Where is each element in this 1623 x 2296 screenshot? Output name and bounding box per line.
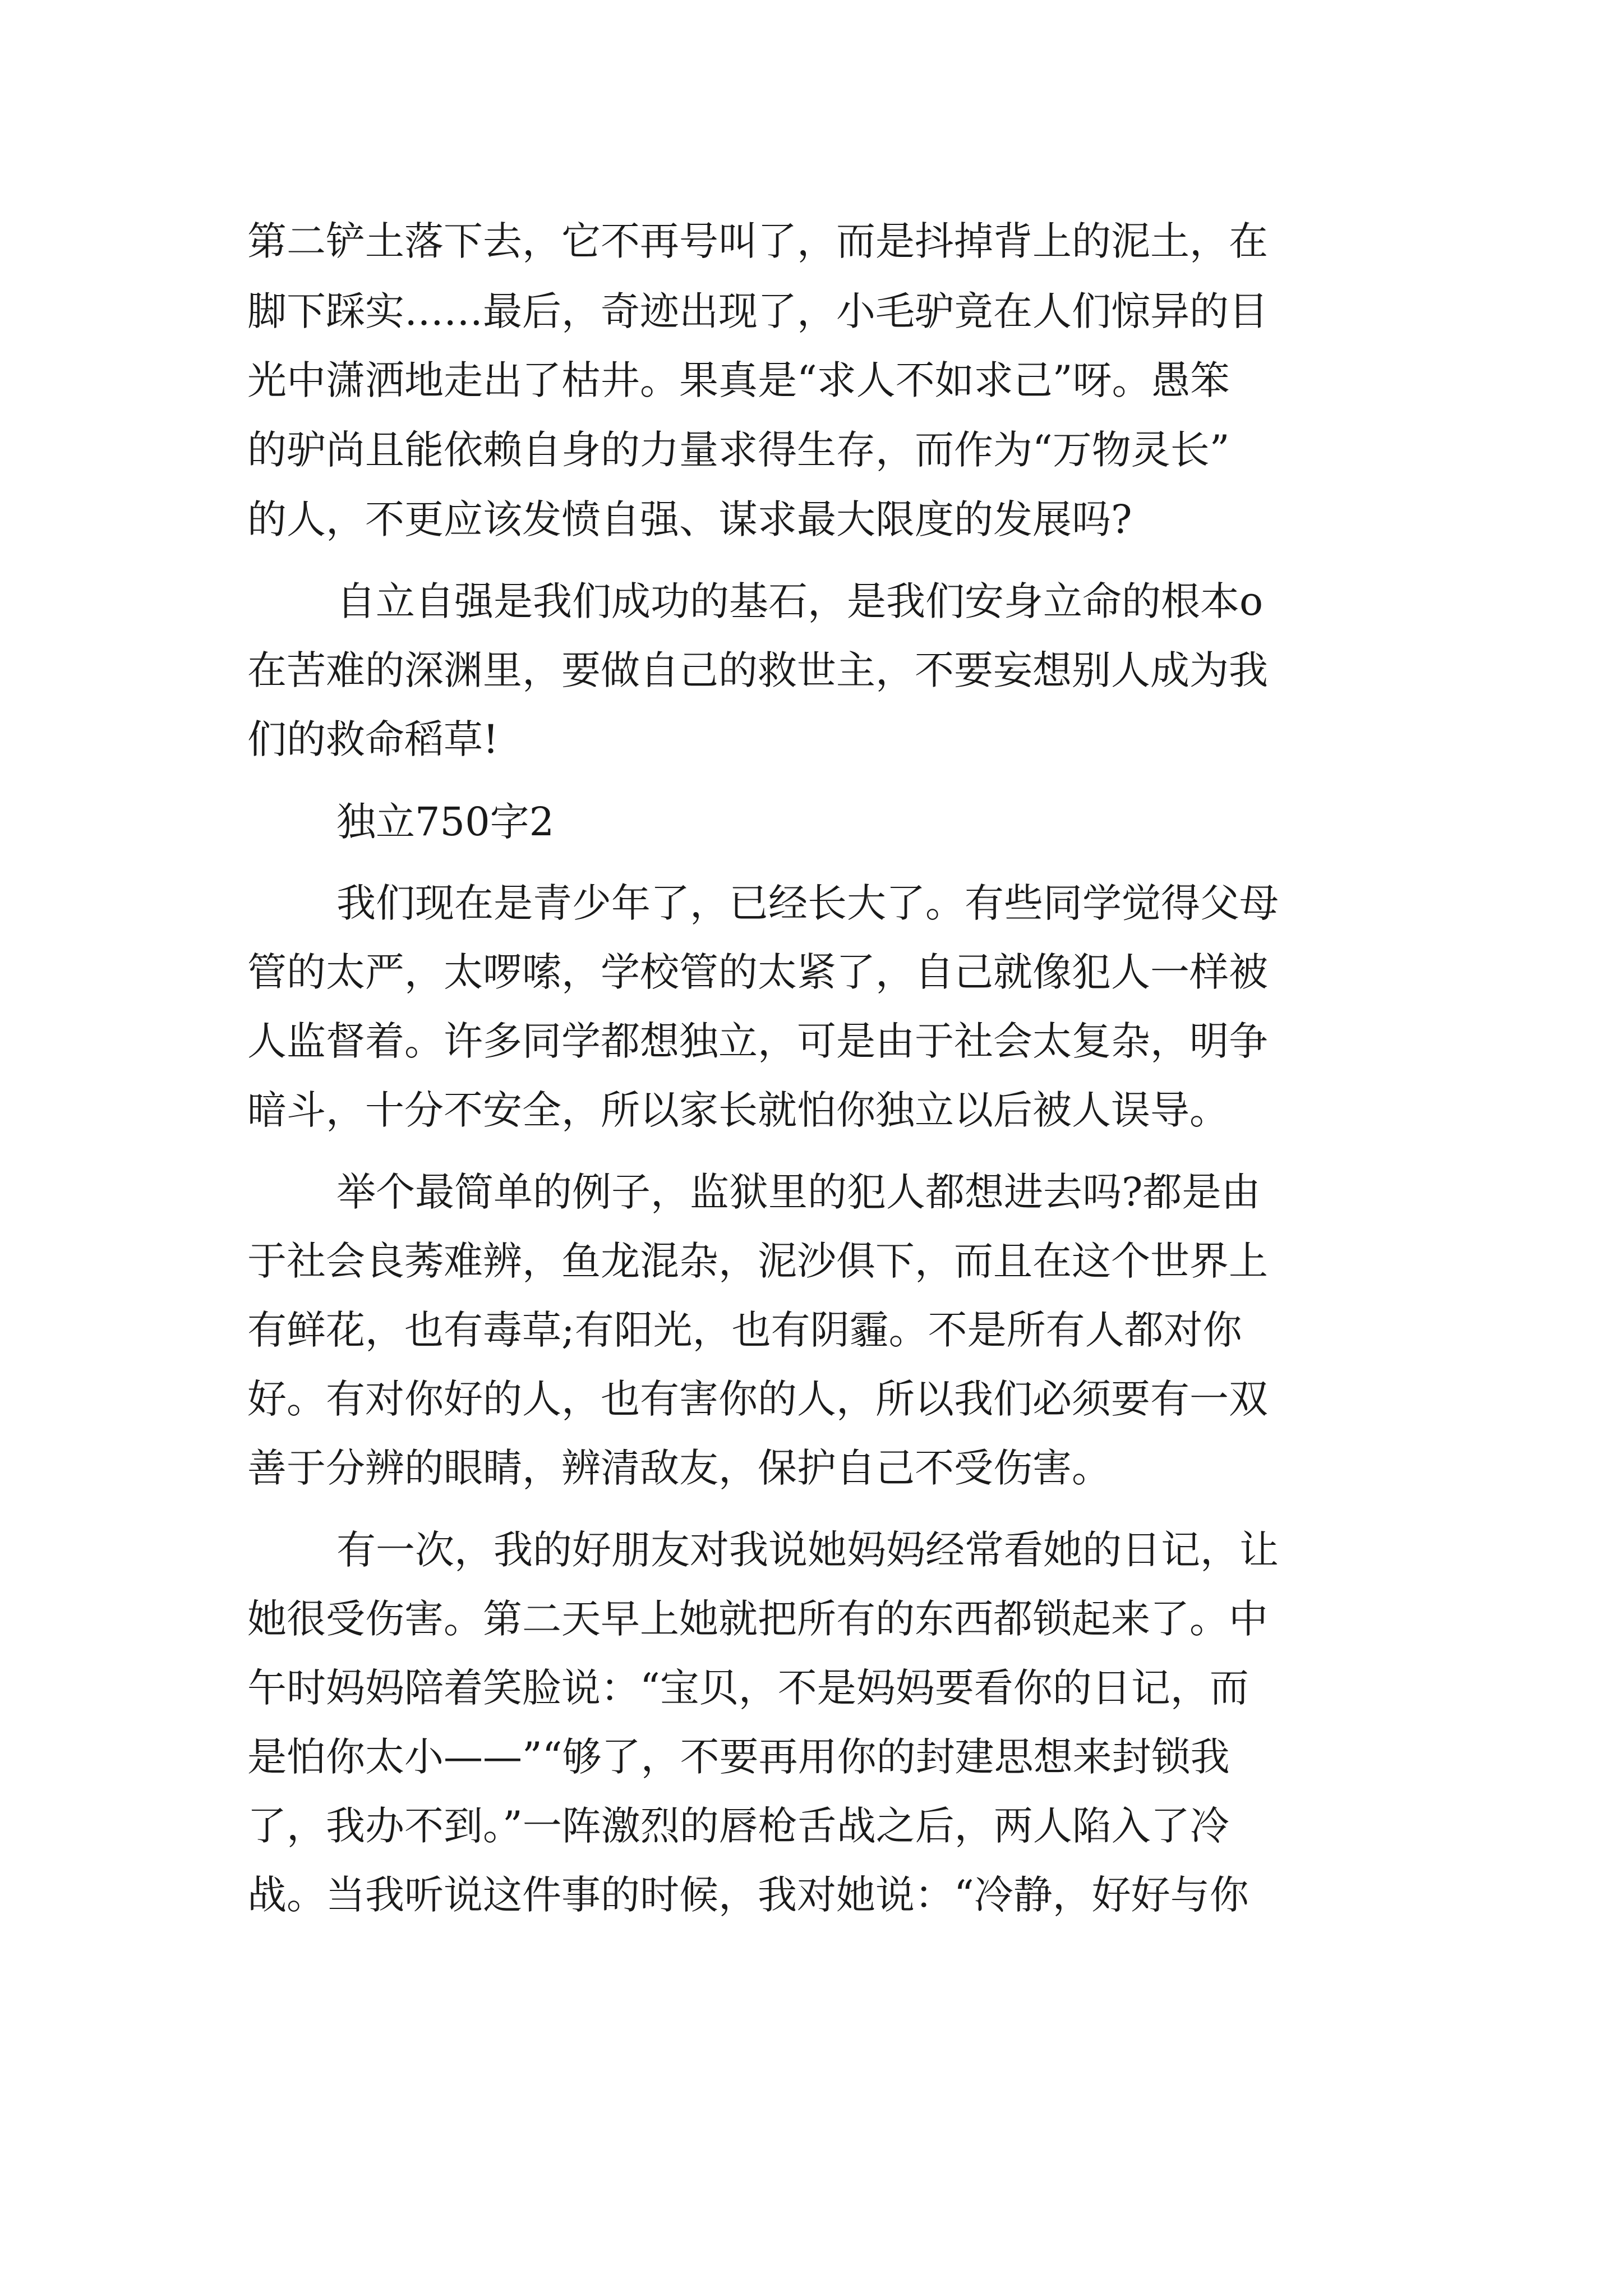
paragraph-line: 第二铲土落下去，它不再号叫了，而是抖掉背上的泥土，在 — [247, 218, 1268, 264]
paragraph-line: 战。当我听说这件事的时候，我对她说：“冷静，好好与你 — [247, 1872, 1249, 1918]
paragraph-line: 是怕你太小——”“够了，不要再用你的封建思想来封锁我 — [247, 1734, 1230, 1780]
paragraph-line: 暗斗，十分不安全，所以家长就怕你独立以后被人误导。 — [247, 1087, 1229, 1133]
section-heading: 独立750字2 — [336, 799, 555, 845]
paragraph-line: 她很受伤害。第二天早上她就把所有的东西都锁起来了。中 — [247, 1596, 1268, 1642]
paragraph-line: 有鲜花，也有毒草;有阳光，也有阴霾。不是所有人都对你 — [247, 1307, 1242, 1353]
paragraph-line: 在苦难的深渊里，要做自己的救世主，不要妄想别人成为我 — [247, 647, 1268, 693]
paragraph-line: 我们现在是青少年了，已经长大了。有些同学觉得父母 — [336, 880, 1279, 926]
paragraph-line: 善于分辨的眼睛，辨清敌友，保护自己不受伤害。 — [247, 1445, 1111, 1491]
paragraph-line: 的驴尚且能依赖自身的力量求得生存，而作为“万物灵长” — [247, 427, 1230, 473]
paragraph-line: 有一次，我的好朋友对我说她妈妈经常看她的日记，让 — [336, 1527, 1279, 1573]
paragraph-line: 于社会良莠难辨，鱼龙混杂，泥沙俱下，而且在这个世界上 — [247, 1238, 1268, 1284]
paragraph-line: 的人，不更应该发愤自强、谋求最大限度的发展吗? — [247, 496, 1132, 542]
paragraph-line: 了，我办不到。”一阵激烈的唇枪舌战之后，两人陷入了冷 — [247, 1803, 1229, 1849]
paragraph-line: 脚下踩实……最后，奇迹出现了，小毛驴竟在人们惊异的目 — [247, 288, 1268, 334]
paragraph-line: 光中潇洒地走出了枯井。果真是“求人不如求己”呀。愚笨 — [247, 357, 1230, 403]
paragraph-line: 们的救命稻草! — [247, 716, 499, 762]
paragraph-line: 自立自强是我们成功的基石，是我们安身立命的根本o — [336, 578, 1264, 624]
paragraph-line: 人监督着。许多同学都想独立，可是由于社会太复杂，明争 — [247, 1018, 1268, 1064]
paragraph-line: 好。有对你好的人，也有害你的人，所以我们必须要有一双 — [247, 1376, 1268, 1422]
paragraph-line: 举个最简单的例子，监狱里的犯人都想进去吗?都是由 — [336, 1169, 1261, 1215]
paragraph-line: 午时妈妈陪着笑脸说：“宝贝，不是妈妈要看你的日记，而 — [247, 1665, 1249, 1711]
paragraph-line: 管的太严，太啰嗦，学校管的太紧了，自己就像犯人一样被 — [247, 949, 1268, 995]
